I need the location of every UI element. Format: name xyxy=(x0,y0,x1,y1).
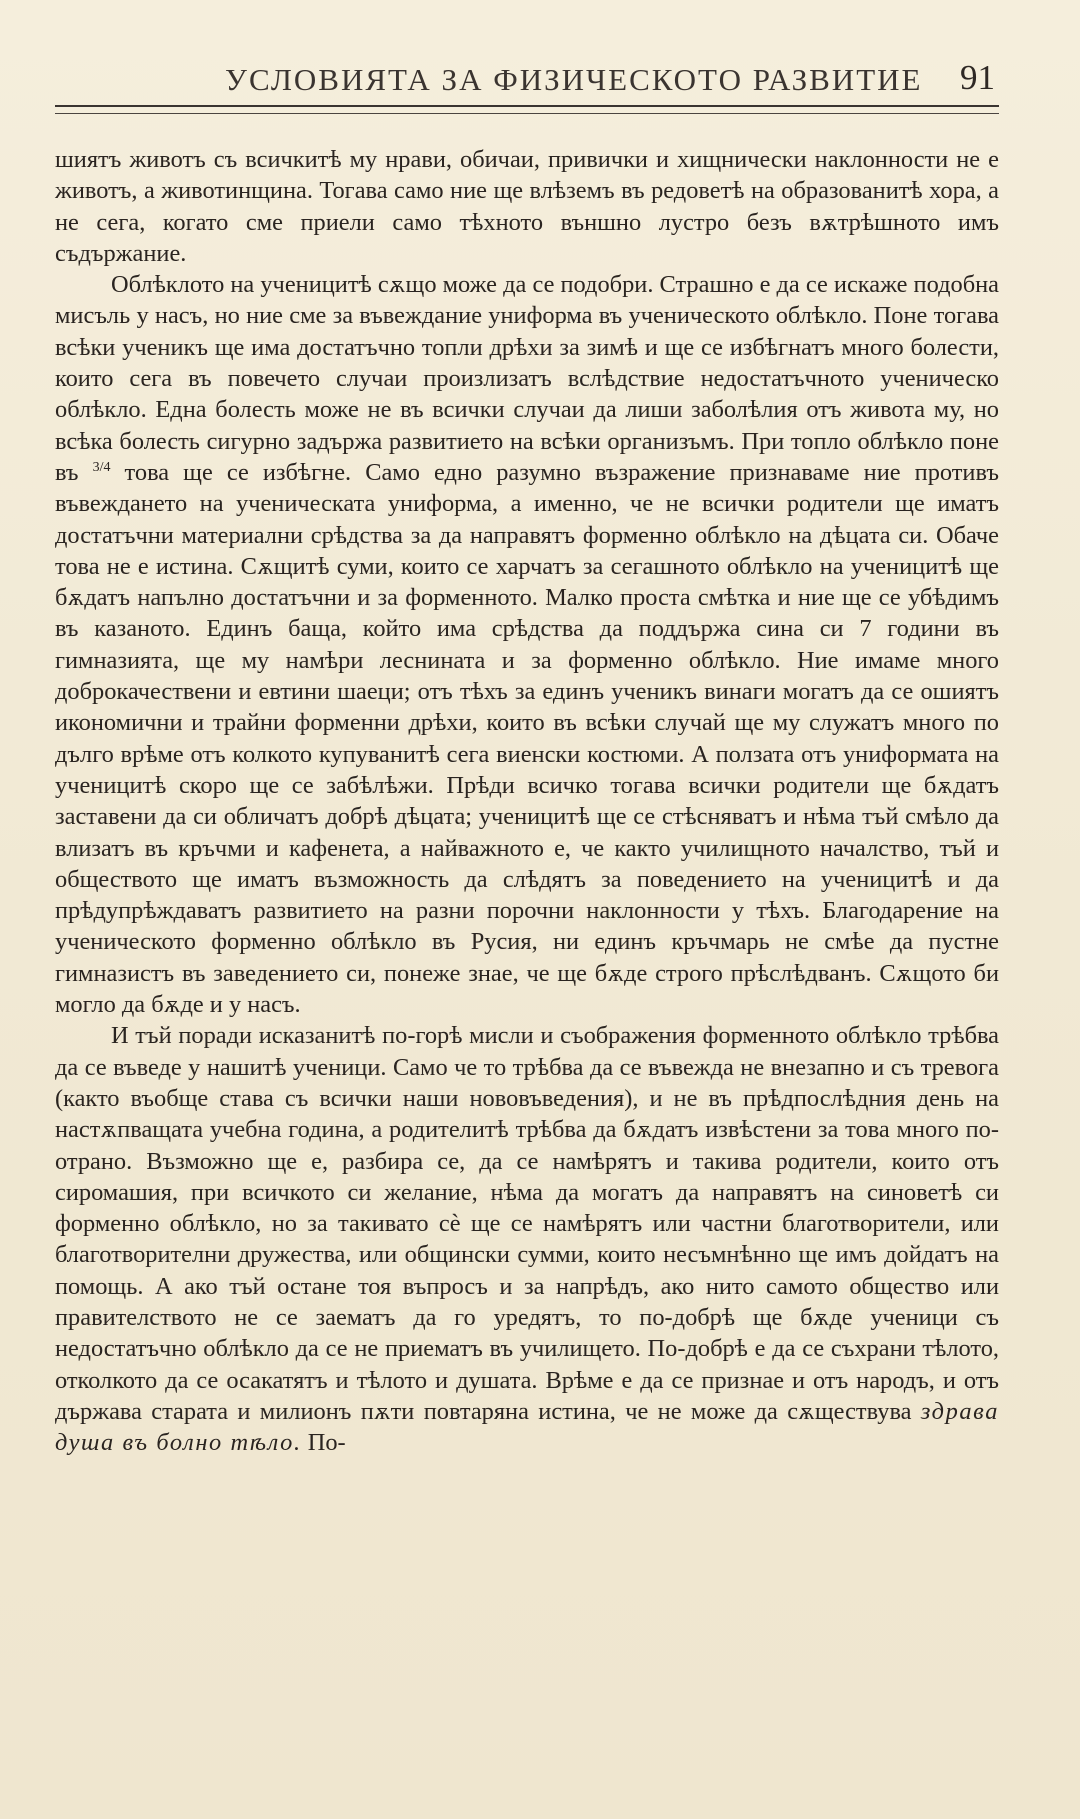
paragraph-1 xyxy=(55,144,999,269)
paragraph-2-text-b: това ще се избѣгне. Само едно разумно възражение признаваме ние противъ въвеждането на ученическата униформа, а именно, че не всички родители ще иматъ достатъчни материални срѣдства за да направятъ форменно облѣкло на дѣцата си. Обаче това не е истина. Сѫщитѣ суми, които се харчатъ за сегашното облѣкло на ученицитѣ ще бѫдатъ напълно достатъчни и за форменното. Малко проста смѣтка и ние ще се убѣдимъ въ казаното. Единъ баща, който има срѣдства да поддържа сина си 7 години въ гимназията, ще му намѣри леснината и за форменно облѣкло. Ние имаме много доброкачествени и евтини шаеци; отъ тѣхъ за единъ ученикъ винаги могатъ да се ошиятъ икономични и трайни форменни дрѣхи, които въ всѣки случай ще му служатъ много по дълго врѣме отъ колкото купуванитѣ сега виенски костюми. А ползата отъ униформата на ученицитѣ скоро ще се забѣлѣжи. Прѣди всичко тогава всички родители ще бѫдатъ заставени да си обличатъ добрѣ дѣцата; ученицитѣ ще се стѣсняватъ и нѣма тъй смѣло да влизатъ въ кръчми и кафенета, а найважното е, че както училищното началство, тъй и обществото ще иматъ възможность да слѣдятъ за поведението на ученицитѣ и да прѣдупрѣждаватъ развитието на разни порочни наклонности у тѣхъ. Благодарение на ученическото форменно облѣкло въ Русия, ни единъ кръчмарь не смѣе да пустне гимназистъ въ заведението си, понеже знае, че ще бѫде строго прѣслѣдванъ. Сѫщото би могло да бѫде и у насъ. xyxy=(55,458,1000,1019)
header-rule-thick xyxy=(55,105,999,107)
header-rule-thin xyxy=(55,113,999,114)
paragraph-2-text-a: Облѣклото на ученицитѣ сѫщо може да се подобри. Страшно е да се искаже подобна мисъль у насъ, но ние сме за въвеждание униформа въ ученическото облѣкло. Поне тогава всѣки ученикъ ще има достатъчно топли дрѣхи за зимѣ и ще се избѣгнатъ много болести, които сега въ повечето случаи произлизатъ вслѣдствие недостатъчното ученическо облѣкло. Една болесть може не въ всички случаи да лиши заболѣлия отъ живота му, но всѣка болесть сигурно задържа развитието на всѣки организъмъ. При топло облѣкло поне въ xyxy=(55,271,999,486)
running-title: УСЛОВИЯТА ЗА ФИЗИЧЕСКОТО РАЗВИТИЕ xyxy=(225,62,923,97)
paragraph-3-text: И тъй поради исказанитѣ по-горѣ мисли и съображения форменното облѣкло трѣбва да се въведе у нашитѣ ученици. Само че то трѣбва да се въвежда не внезапно и съ тревога (както въобще става съ всички наши нововъведения), и не въ прѣдпослѣдния день на настѫпващата учебна година, а родителитѣ трѣбва да бѫдатъ извѣстени за това много по-отрано. Възможно ще е, разбира се, да се намѣрятъ и такива родители, които отъ сиромашия, при всичкото си желание, нѣма да могатъ да направятъ на синоветѣ си форменно облѣкло, но за такивато сѐ ще се намѣрятъ или частни благотворители, или благотворителни дружества, или общински сумми, които несъмнѣнно ще имъ дойдатъ на помощь. А ако тъй остане тоя въпросъ и за напрѣдъ, ако нито самото общество или правителството не се заематъ да го уредятъ, то по-добрѣ ще бѫде ученици съ недостатъчно облѣкло да се не приематъ въ училището. По-добрѣ е да се съхрани тѣлото, отколкото да се осакатятъ и тѣлото и душата. Врѣме е да се признае и отъ народъ, и отъ държава старата и милионъ пѫти повтаряна истина, че не може да сѫществува xyxy=(55,1022,999,1425)
body-text xyxy=(55,144,999,1458)
paragraph-2 xyxy=(55,269,999,1020)
page-header xyxy=(55,58,999,108)
paragraph-3 xyxy=(55,1020,999,1458)
italic-phrase: здрава душа въ болно тѣло. xyxy=(55,1397,999,1457)
page-number: 91 xyxy=(960,58,995,97)
fraction-three-quarters: 3/4 xyxy=(92,459,111,475)
paragraph-1-text: шиятъ животъ съ всичкитѣ му нрави, обичаи, привички и хищнически наклонности не е животъ, а животинщина. Тогава само ние ще влѣземъ въ редоветѣ на образованитѣ хора, а не сега, когато сме приели само тѣхното външно лустро безъ вѫтрѣшното имъ съдържание. xyxy=(55,146,999,267)
paragraph-3-end: По- xyxy=(301,1429,346,1457)
